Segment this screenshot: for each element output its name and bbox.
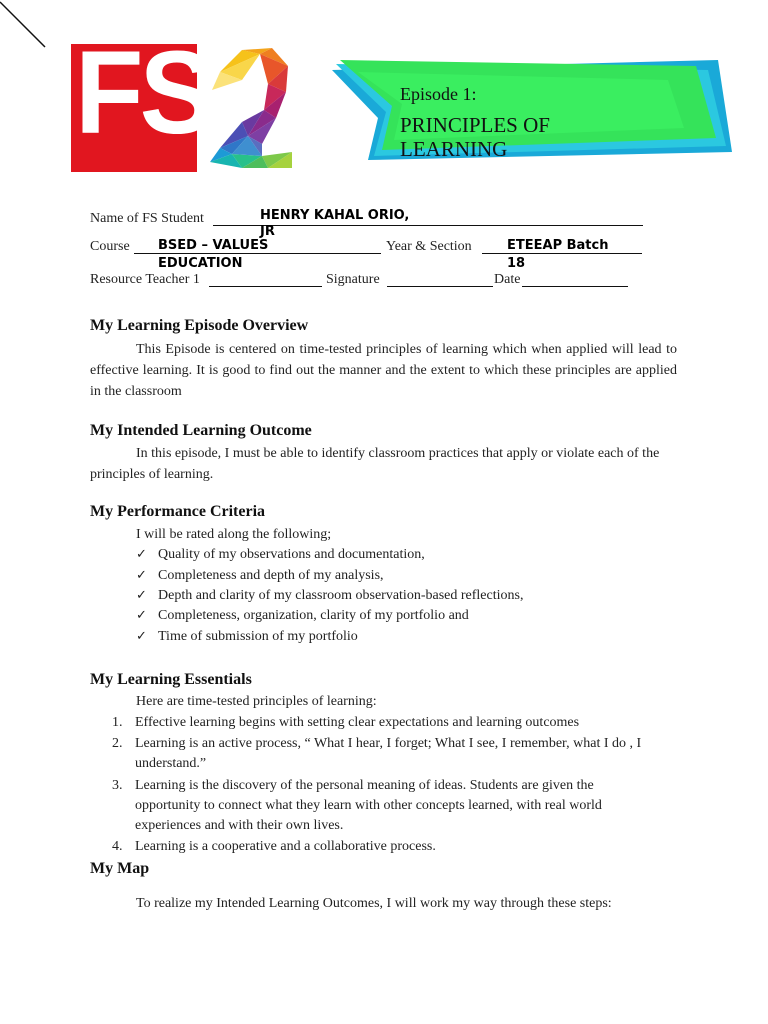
list-item-text: Learning is a cooperative and a collaborative process. [135,839,436,854]
year-section-label: Year & Section [386,239,472,254]
criteria-heading: My Performance Criteria [90,503,266,520]
list-item-text: Learning is the discovery of the personal meaning of ideas. Students are given the opportunity to connect what they learn with other concepts learned, with real world experiences and with their own lives. [135,778,602,833]
outcome-text: In this episode, I must be able to identify classroom practices that apply or violate each of the principles of learning. [90,446,660,482]
essentials-intro: Here are time-tested principles of learning: [136,694,377,709]
student-name-value-cont: JR [260,224,275,239]
criteria-item-text: Quality of my observations and documentation, [158,547,425,562]
list-number: 1. [112,715,123,730]
criteria-item-text: Time of submission of my portfolio [158,629,358,644]
student-name-underline [213,225,643,226]
corner-line [0,0,60,60]
fs-logo [71,27,211,172]
year-section-value[interactable]: ETEEAP Batch [507,238,609,253]
check-icon: ✓ [136,608,147,623]
overview-heading: My Learning Episode Overview [90,317,309,334]
student-name-label: Name of FS Student [90,211,204,226]
criteria-item-text: Completeness, organization, clarity of my portfolio and [158,608,469,623]
number-two-logo [202,44,294,172]
signature-label: Signature [326,272,380,287]
course-label: Course [90,239,130,254]
date-field[interactable] [522,286,628,287]
episode-label: Episode 1: [400,84,477,104]
resource-teacher-field[interactable] [209,286,322,287]
check-icon: ✓ [136,629,147,644]
resource-teacher-label: Resource Teacher 1 [90,272,200,287]
overview-text: This Episode is centered on time-tested principles of learning which when applied will lead to effective learning. It is good to find out the manner and the extent to which these principles are applied in the classroom [90,342,677,399]
course-value-cont: EDUCATION [158,256,243,271]
course-value[interactable]: BSED – VALUES [158,238,269,253]
list-number: 4. [112,839,123,854]
check-icon: ✓ [136,568,147,583]
list-item-text: Effective learning begins with setting clear expectations and learning outcomes [135,715,580,730]
map-text: To realize my Intended Learning Outcomes, I will work my way through these steps: [136,896,612,911]
criteria-intro: I will be rated along the following; [136,527,332,542]
map-heading: My Map [90,860,150,877]
check-icon: ✓ [136,588,147,603]
date-label: Date [494,272,521,287]
outcome-heading: My Intended Learning Outcome [90,422,312,439]
episode-title: PRINCIPLES OF LEARNING [400,113,550,161]
list-number: 3. [112,778,123,793]
signature-field[interactable] [387,286,493,287]
criteria-item-text: Completeness and depth of my analysis, [158,568,384,583]
fs-logo-text: FS [75,27,211,159]
essentials-heading: My Learning Essentials [90,671,252,688]
year-section-value-cont: 18 [507,256,526,271]
list-number: 2. [112,736,123,751]
student-name-value[interactable]: HENRY KAHAL ORIO, [260,208,410,223]
list-item-text: Learning is an active process, “ What I hear, I forget; What I see, I remember, what I do , I understand.” [135,736,642,771]
check-icon: ✓ [136,547,147,562]
criteria-item-text: Depth and clarity of my classroom observation-based reflections, [158,588,524,603]
